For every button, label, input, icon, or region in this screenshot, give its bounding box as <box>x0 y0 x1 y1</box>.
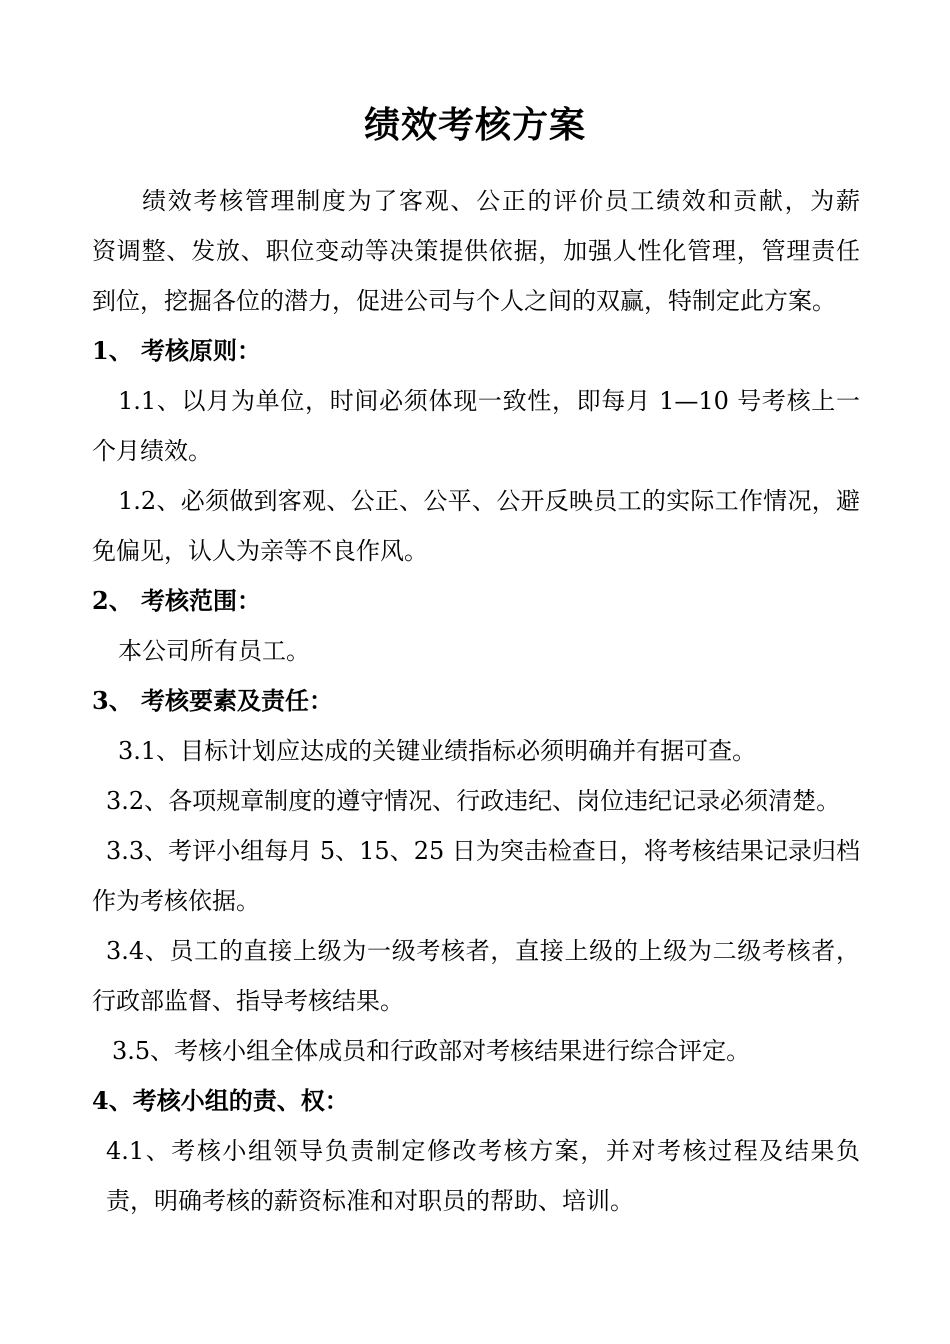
item-3-2-text: 3.2、各项规章制度的遵守情况、行政违纪、岗位违纪记录必须清楚。 <box>106 787 841 815</box>
section-heading-3: 3、 考核要素及责任： <box>92 686 334 715</box>
item-3-3-line-2: 作为考核依据。 <box>92 887 260 915</box>
item-3-5-text: 3.5、考核小组全体成员和行政部对考核结果进行综合评定。 <box>112 1037 751 1065</box>
item-1-1-line-1: 1.1、以月为单位，时间必须体现一致性，即每月 1—10 号考核上一 <box>118 387 860 415</box>
item-3-4-line-2: 行政部监督、指导考核结果。 <box>92 987 404 1015</box>
item-4-1-line-1: 4.1、考核小组领导负责制定修改考核方案，并对考核过程及结果负 <box>106 1137 860 1165</box>
section-heading-4: 4、考核小组的责、权： <box>92 1086 349 1115</box>
section-heading-2: 2、 考核范围： <box>92 586 262 615</box>
item-3-1-text: 3.1、目标计划应达成的关键业绩指标必须明确并有据可查。 <box>118 737 757 765</box>
intro-line-3: 到位，挖掘各位的潜力，促进公司与个人之间的双赢，特制定此方案。 <box>92 287 836 315</box>
item-2-text: 本公司所有员工。 <box>118 637 310 665</box>
section-heading-1: 1、 考核原则： <box>92 336 262 365</box>
item-1-2-line-1: 1.2、必须做到客观、公正、公平、公开反映员工的实际工作情况，避 <box>118 487 860 515</box>
intro-line-1: 绩效考核管理制度为了客观、公正的评价员工绩效和贡献，为薪 <box>142 187 860 215</box>
item-4-1-line-2: 责，明确考核的薪资标准和对职员的帮助、培训。 <box>106 1187 634 1215</box>
item-1-1-line-2: 个月绩效。 <box>92 437 212 465</box>
intro-line-2: 资调整、发放、职位变动等决策提供依据，加强人性化管理，管理责任 <box>92 237 860 265</box>
item-3-3-line-1: 3.3、考评小组每月 5、15、25 日为突击检查日，将考核结果记录归档 <box>106 837 860 865</box>
item-1-2-line-2: 免偏见，认人为亲等不良作风。 <box>92 537 428 565</box>
document-title: 绩效考核方案 <box>363 104 586 146</box>
item-3-4-line-1: 3.4、员工的直接上级为一级考核者，直接上级的上级为二级考核者， <box>106 937 860 965</box>
